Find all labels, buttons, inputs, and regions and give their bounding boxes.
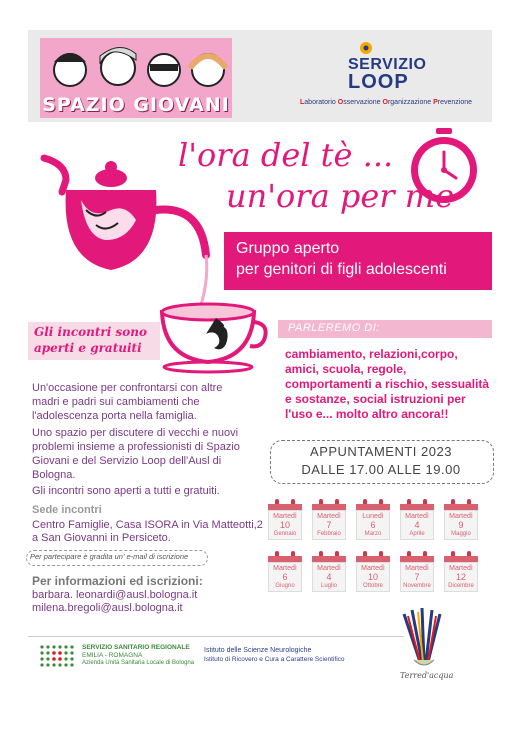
isn-line-1: Istituto delle Scienze Neurologiche bbox=[204, 647, 312, 654]
ssr-line-2: EMILIA - ROMAGNA bbox=[82, 652, 143, 659]
title-line-1: l'ora del tè ... bbox=[178, 136, 394, 174]
calendar-date: Martedì 12 Dicembre bbox=[444, 554, 478, 592]
title-line-2: un'ora per me bbox=[226, 177, 454, 215]
free-meetings-text: Gli incontri sono aperti e gratuiti bbox=[34, 325, 147, 355]
teacup-icon bbox=[156, 296, 272, 374]
footer-divider bbox=[28, 636, 404, 637]
email-link[interactable]: milena.bregoli@ausl.bologna.it bbox=[32, 602, 183, 614]
appointments-title: APPUNTAMENTI 2023 bbox=[310, 444, 452, 459]
description-paragraph-3: Gli incontri sono aperti a tutti e gratuiti. bbox=[32, 485, 220, 497]
calendar-date: Martedì 4 Luglio bbox=[312, 554, 346, 592]
spazio-giovani-title: SPAZIO GIOVANI bbox=[42, 94, 230, 116]
group-banner-line-1: Gruppo aperto bbox=[236, 240, 340, 257]
terred-acqua-logo-icon bbox=[398, 606, 446, 670]
email-link[interactable]: barbara. leonardi@ausl.bologna.it bbox=[32, 589, 198, 601]
spazio-giovani-logo bbox=[40, 38, 232, 118]
loop-sun-icon bbox=[354, 38, 378, 56]
terred-acqua-label: Terred'acqua bbox=[400, 671, 454, 680]
servizio-label: SERVIZIO bbox=[348, 56, 427, 73]
appointments-time: DALLE 17.00 ALLE 19.00 bbox=[301, 462, 461, 477]
calendar-date: Martedì 10 Ottobre bbox=[356, 554, 390, 592]
calendar-date: Martedì 4 Aprile bbox=[400, 502, 434, 540]
registration-note: Per partecipare è gradita un' e-mail di iscrizione bbox=[30, 552, 189, 561]
ssr-line-3: Azienda Unità Sanitaria Locale di Bologna bbox=[82, 660, 195, 666]
description-paragraph-1: Un'occasione per confrontarsi con altre madri e padri sui cambiamenti che l'adolescenza porta nella famiglia. bbox=[32, 382, 223, 422]
isn-line-2: Istituto di Ricovero e Cura a Carattere Scientifico bbox=[204, 656, 345, 663]
ssr-dots-logo-icon bbox=[38, 643, 76, 671]
venue-header: Sede incontri bbox=[32, 504, 102, 516]
topics-list: cambiamento, relazioni,corpo, amici, scuola, regole, comportamenti a rischio, sessualità e sostanze, social istruzioni per l'uso e... molto altro ancora!! bbox=[285, 347, 490, 421]
description-paragraph-2: Uno spazio per discutere di vecchi e nuovi problemi insieme a professionisti di Spazio Giovani e del Servizio Loop dell'Ausl di Bologna. bbox=[32, 427, 240, 481]
group-banner-line-2: per genitori di figli adolescenti bbox=[236, 261, 447, 278]
loop-subtitle: Laboratorio Osservazione Organizzazione Prevenzione bbox=[300, 99, 473, 106]
venue-address-line-2: a San Giovanni in Persiceto. bbox=[32, 532, 171, 544]
calendar-date: Martedì 9 Maggio bbox=[444, 502, 478, 540]
calendar-date: Martedì 6 Giugno bbox=[268, 554, 302, 592]
calendar-date: Lunedì 6 Marzo bbox=[356, 502, 390, 540]
venue-address-line-1: Centro Famiglie, Casa ISORA in Via Matteotti,2 bbox=[32, 519, 263, 531]
calendar-date: Martedì 10 Gennaio bbox=[268, 502, 302, 540]
calendar-date: Martedì 7 Novembre bbox=[400, 554, 434, 592]
ssr-line-1: SERVIZIO SANITARIO REGIONALE bbox=[82, 644, 190, 651]
teapot-icon bbox=[26, 150, 226, 310]
faces-illustration-icon bbox=[40, 38, 232, 100]
contacts-header: Per informazioni ed iscrizioni: bbox=[32, 574, 203, 588]
calendar-date: Martedì 7 Febbraio bbox=[312, 502, 346, 540]
loop-label: LOOP bbox=[348, 71, 409, 93]
topics-header: PARLEREMO DI: bbox=[288, 322, 380, 334]
